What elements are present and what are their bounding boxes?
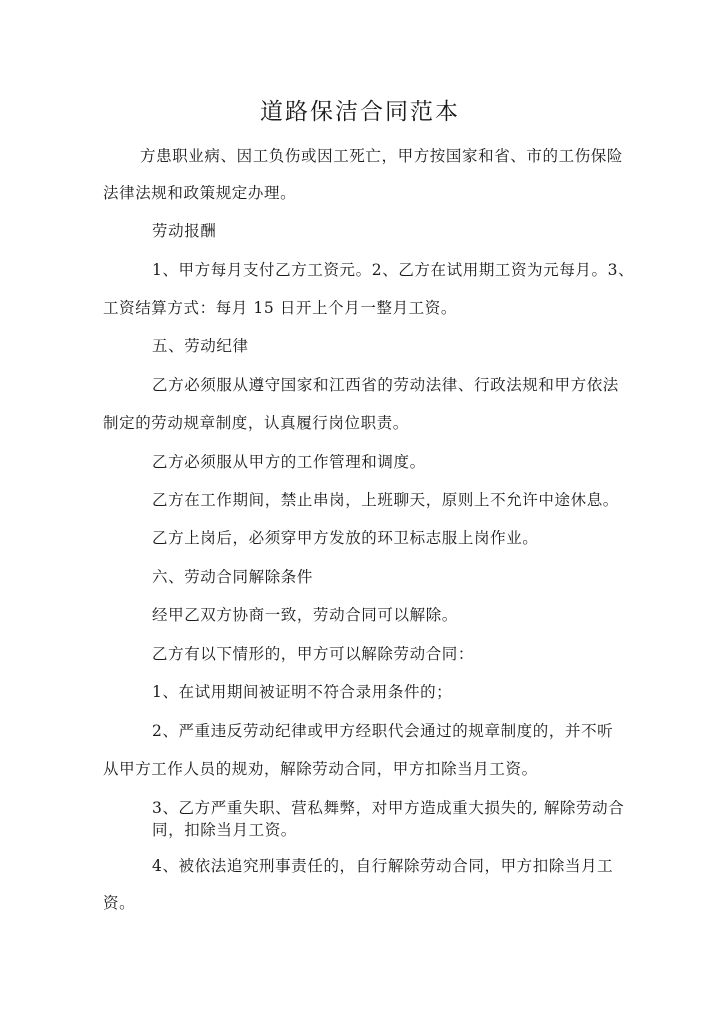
section-heading: 劳动报酬 xyxy=(152,222,217,240)
paragraph-line: 法律法规和政策规定办理。 xyxy=(103,184,297,202)
paragraph-line: 乙方有以下情形的，甲方可以解除劳动合同： xyxy=(152,645,475,663)
paragraph-line: 乙方上岗后，必须穿甲方发放的环卫标志服上岗作业。 xyxy=(152,529,539,547)
paragraph-line: 制定的劳动规章制度，认真履行岗位职责。 xyxy=(103,414,409,432)
paragraph-line: 资。 xyxy=(103,894,136,912)
paragraph-line: 3、乙方严重失职、营私舞弊，对甲方造成重大损失的, 解除劳动合 xyxy=(152,799,625,817)
document-title: 道路保洁合同范本 xyxy=(260,99,460,125)
paragraph-line: 从甲方工作人员的规劝，解除劳动合同，甲方扣除当月工资。 xyxy=(103,760,538,778)
paragraph-line: 4、被依法追究刑事责任的，自行解除劳动合同，甲方扣除当月工 xyxy=(152,857,614,875)
paragraph-line: 乙方必须服从遵守国家和江西省的劳动法律、行政法规和甲方依法 xyxy=(152,376,619,394)
paragraph-line: 同，扣除当月工资。 xyxy=(152,821,297,839)
paragraph-line: 乙方在工作期间，禁止串岗，上班聊天，原则上不允许中途休息。 xyxy=(152,491,619,509)
section-heading: 六、劳动合同解除条件 xyxy=(152,568,314,586)
paragraph-line: 经甲乙双方协商一致，劳动合同可以解除。 xyxy=(152,606,458,624)
paragraph-line: 乙方必须服从甲方的工作管理和调度。 xyxy=(152,453,426,471)
section-heading: 五、劳动纪律 xyxy=(152,337,249,355)
paragraph-line: 方患职业病、因工负伤或因工死亡，甲方按国家和省、市的工伤保险 xyxy=(140,147,624,165)
paragraph-line: 工资结算方式：每月 15 日开上个月一整月工资。 xyxy=(103,299,457,317)
paragraph-line: 2、严重违反劳动纪律或甲方经职代会通过的规章制度的，并不听 xyxy=(152,722,614,740)
paragraph-line: 1、在试用期间被证明不符合录用条件的； xyxy=(152,683,453,701)
paragraph-line: 1、甲方每月支付乙方工资元。2、乙方在试用期工资为元每月。3、 xyxy=(152,261,635,279)
